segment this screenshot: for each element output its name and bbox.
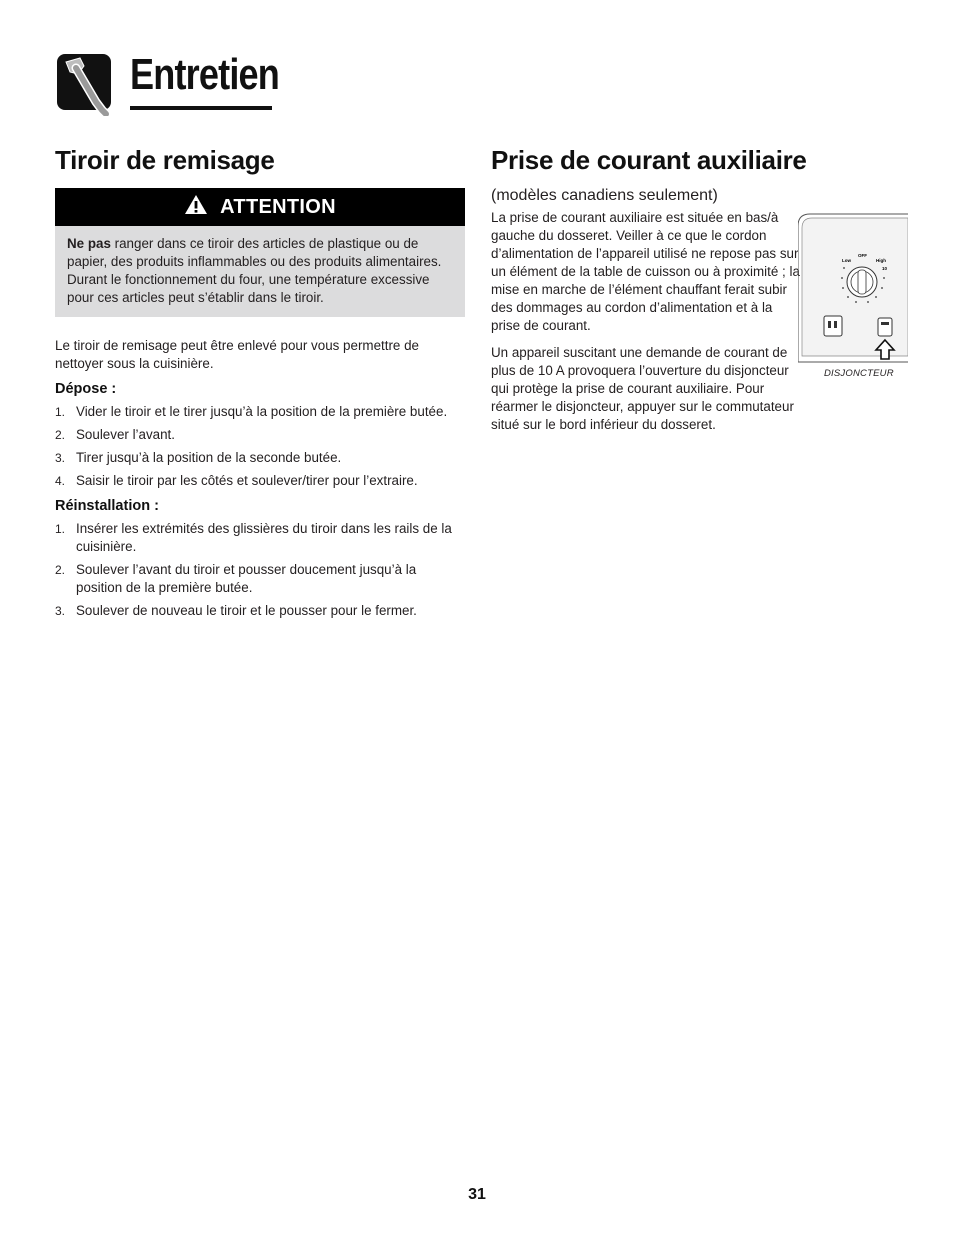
screwdriver-icon xyxy=(56,52,114,116)
attention-text xyxy=(55,226,465,317)
left-column xyxy=(55,145,465,625)
knob-high-label: High xyxy=(876,258,886,263)
figure-caption-breaker: DISJONCTEUR xyxy=(824,368,894,379)
list-item: 2. Soulever l’avant du tiroir et pousser doucement jusqu’à la position de la première butée. xyxy=(55,562,417,595)
removal-steps xyxy=(55,403,465,490)
attention-label: ATTENTION xyxy=(220,195,336,218)
knob-ten-label: 10 xyxy=(882,266,888,271)
reinstall-steps xyxy=(55,520,465,620)
attention-bold-lead: Ne pas xyxy=(67,236,111,251)
list-item: 4. Saisir le tiroir par les côtés et soulever/tirer pour l’extraire. xyxy=(55,473,418,488)
list-item: 1. Vider le tiroir et le tirer jusqu’à la position de la première butée. xyxy=(55,404,448,419)
warning-triangle-icon xyxy=(184,194,208,220)
page-title: Entretien xyxy=(130,50,279,99)
page-number: 31 xyxy=(468,1186,486,1203)
storage-drawer-intro: Le tiroir de remisage peut être enlevé pour vous permettre de nettoyer sous la cuisinière. xyxy=(55,338,419,371)
outlet-paragraph-2: Un appareil suscitant une demande de courant de plus de 10 A provoquera l’ouverture du disjoncteur qui protège la prise de courant auxiliaire. Pour réarmer le disjoncteur, appuyer sur le commutateur situé sur le bord inférieur du dosseret. xyxy=(491,345,794,432)
removal-heading: Dépose : xyxy=(55,381,117,397)
knob-low-label: Low xyxy=(842,258,851,263)
reinstall-heading: Réinstallation : xyxy=(55,498,159,514)
list-item: 3. Soulever de nouveau le tiroir et le pousser pour le fermer. xyxy=(55,603,417,618)
backguard-illustration xyxy=(798,212,908,382)
list-item: 2. Soulever l’avant. xyxy=(55,427,175,442)
outlet-paragraph-1: La prise de courant auxiliaire est située en bas/à gauche du dosseret. Veiller à ce que le cordon d’alimentation de l’appareil utilisé ne repose pas sur un élément de la table de cuisson ou à proximité ; la mise en marche de l’élément chauffant ferait subir des dommages au cordon d’alimentation et à la prise de courant. xyxy=(491,210,800,333)
section-title-storage-drawer: Tiroir de remisage xyxy=(55,145,275,175)
list-item: 3. Tirer jusqu’à la position de la seconde butée. xyxy=(55,450,342,465)
list-item: 1. Insérer les extrémités des glissières du tiroir dans les rails de la cuisinière. xyxy=(55,521,452,554)
attention-box xyxy=(55,188,465,317)
title-underline xyxy=(130,106,272,110)
attention-bar xyxy=(55,188,465,226)
section-title-auxiliary-outlet: Prise de courant auxiliaire xyxy=(491,145,807,175)
section-subtitle: (modèles canadiens seulement) xyxy=(491,187,718,204)
knob-off-label: OFF xyxy=(858,253,867,258)
attention-body-text: ranger dans ce tiroir des articles de plastique ou de papier, des produits inflammables ou des produits alimentaires. Durant le fonctionnement du four, une température excessive pour ces articles peut s’établir dans le tiroir. xyxy=(67,236,442,305)
